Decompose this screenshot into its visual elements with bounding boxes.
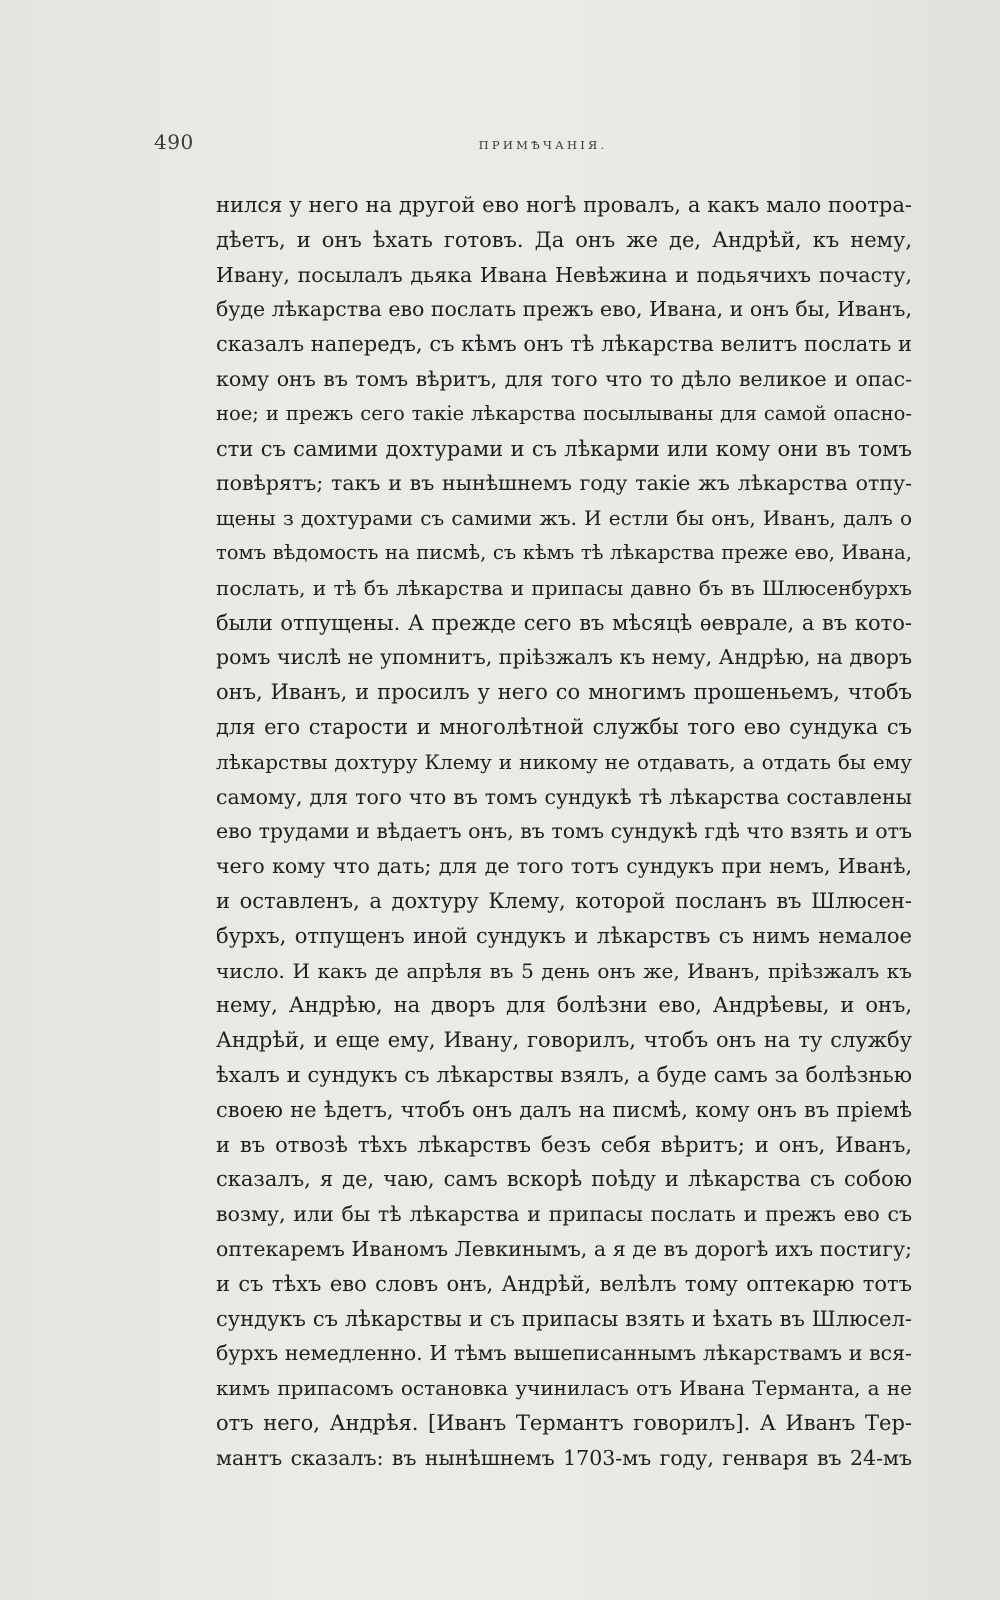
text-line: Андрѣй, и еще ему, Ивану, говорилъ, чтобъ онъ на ту службу xyxy=(216,1028,912,1053)
text-line: своею не ѣдетъ, чтобъ онъ далъ на писмѣ, кому онъ въ пріемѣ xyxy=(216,1097,912,1122)
text-line: нему, Андрѣю, на дворъ для болѣзни ево, Андрѣевы, и онъ, xyxy=(216,993,912,1018)
text-line: Ивану, посылалъ дьяка Ивана Невѣжина и подьячихъ почасту, xyxy=(216,262,912,287)
text-line: ево трудами и вѣдаетъ онъ, въ томъ сундукѣ гдѣ что взять и отъ xyxy=(216,819,912,844)
text-line: дѣетъ, и онъ ѣхать готовъ. Да онъ же де, Андрѣй, къ нему, xyxy=(216,227,912,252)
text-line: ромъ числѣ не упомнитъ, пріѣзжалъ къ нему, Андрѣю, на дворъ xyxy=(216,645,912,670)
page-number: 490 xyxy=(154,130,194,154)
text-line: сказалъ напередъ, съ кѣмъ онъ тѣ лѣкарства велитъ послать и xyxy=(216,332,912,357)
text-line: чего кому что дать; для де того тотъ сундукъ при немъ, Иванѣ, xyxy=(216,854,912,879)
text-line: кимъ припасомъ остановка учиниласъ отъ Ивана Термантa, а не xyxy=(216,1376,912,1401)
text-line: число. И какъ де апрѣля въ 5 день онъ же, Иванъ, пріѣзжалъ къ xyxy=(216,958,912,983)
text-line: возму, или бы тѣ лѣкарства и припасы послать и прежъ ево съ xyxy=(216,1202,912,1227)
body-text xyxy=(216,188,912,1475)
text-line: и въ отвозѣ тѣхъ лѣкарствъ безъ себя вѣритъ; и онъ, Иванъ, xyxy=(216,1132,912,1157)
text-line: сказалъ, я де, чаю, самъ вскорѣ поѣду и лѣкарства съ собою xyxy=(216,1167,912,1192)
text-line: буде лѣкарства ево послать прежъ ево, Ивана, и онъ бы, Иванъ, xyxy=(216,297,912,322)
text-line: для его старости и многолѣтной службы того ево сундука съ xyxy=(216,714,912,739)
text-line: сти съ самими дохтурами и съ лѣкарми или кому они въ томъ xyxy=(216,436,912,461)
text-line: томъ вѣдомость на писмѣ, съ кѣмъ тѣ лѣкарства преже ево, Ивана, xyxy=(216,540,912,564)
text-line: ное; и прежъ сего такіе лѣкарства посылываны для самой опасно- xyxy=(216,401,912,425)
text-line: оптекаремъ Иваномъ Левкинымъ, а я де въ дорогѣ ихъ постигу; xyxy=(216,1236,912,1261)
text-line: послать, и тѣ бъ лѣкарства и припасы давно бъ въ Шлюсенбурхъ xyxy=(216,575,912,600)
text-line: и съ тѣхъ ево словъ онъ, Андрѣй, велѣлъ тому оптекарю тотъ xyxy=(216,1271,912,1296)
text-line: мантъ сказалъ: въ нынѣшнемъ 1703-мъ году, генваря въ 24-мъ xyxy=(216,1445,912,1470)
text-line: ѣхалъ и сундукъ съ лѣкарствы взялъ, а буде самъ за болѣзнью xyxy=(216,1062,912,1087)
running-head-title: ПРИМѢЧАНІЯ. xyxy=(478,138,608,152)
text-line: были отпущены. А прежде сего въ мѣсяцѣ ѳеврале, а въ кото- xyxy=(216,610,912,635)
text-line: повѣрятъ; такъ и въ нынѣшнемъ году такіе жъ лѣкарства отпу- xyxy=(216,471,912,496)
text-line: отъ него, Андрѣя. [Иванъ Термантъ говорилъ]. А Иванъ Тер- xyxy=(216,1410,912,1435)
text-line: щены з дохтурами съ самими жъ. И естли бы онъ, Иванъ, далъ о xyxy=(216,506,912,531)
text-line: бурхъ, отпущенъ иной сундукъ и лѣкарствъ съ нимъ немалое xyxy=(216,923,912,948)
text-line: и оставленъ, а дохтуру Клему, которой посланъ въ Шлюсен- xyxy=(216,888,912,913)
text-line: бурхъ немедленно. И тѣмъ вышеписаннымъ лѣкарствамъ и вся- xyxy=(216,1341,912,1366)
text-line: онъ, Иванъ, и просилъ у него со многимъ прошеньемъ, чтобъ xyxy=(216,680,912,705)
text-line: сундукъ съ лѣкарствы и съ припасы взять и ѣхать въ Шлюсел- xyxy=(216,1306,912,1331)
text-line: нился у него на другой ево ногѣ провалъ, а какъ мало поотра- xyxy=(216,193,912,217)
text-line: кому онъ въ томъ вѣритъ, для того что то дѣло великое и опас- xyxy=(216,366,912,391)
text-line: лѣкарствы дохтуру Клему и никому не отдавать, а отдать бы ему xyxy=(216,749,912,774)
running-head xyxy=(154,130,904,160)
text-line: самому, для того что въ томъ сундукѣ тѣ лѣкарства составлены xyxy=(216,784,912,809)
